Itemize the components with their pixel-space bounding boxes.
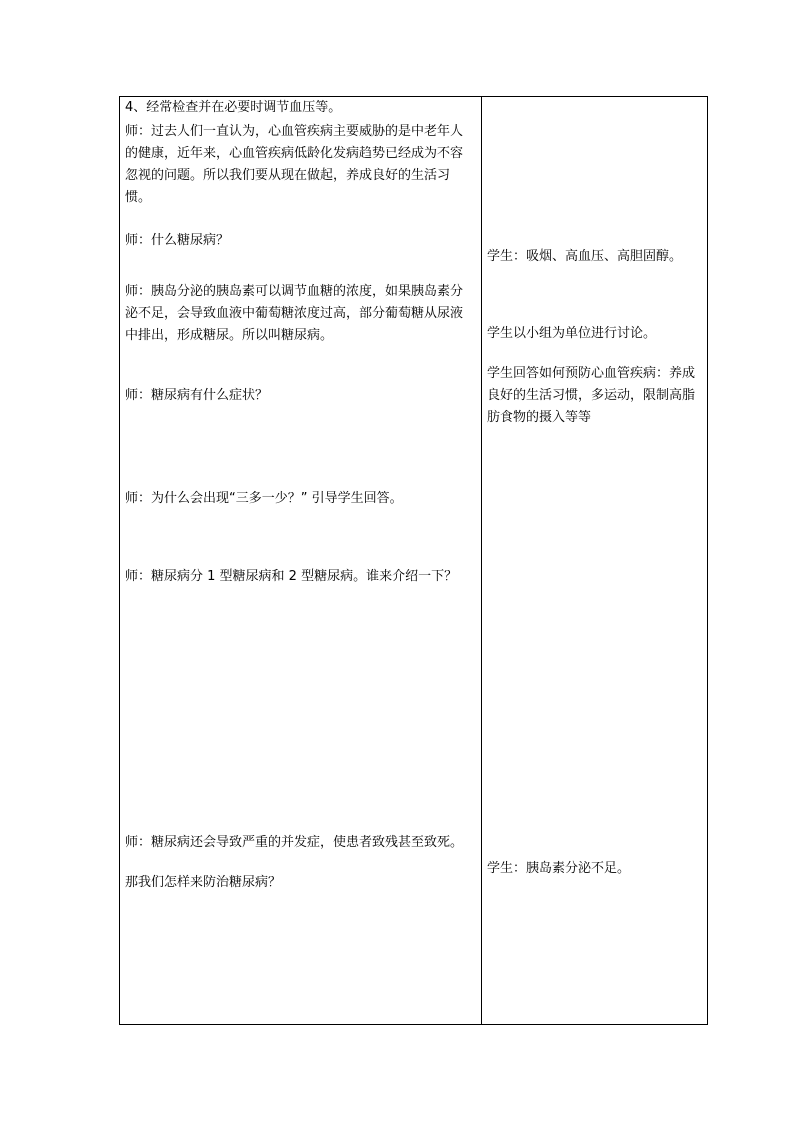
guide-text: 引导学生回答。 bbox=[311, 491, 403, 506]
left-paragraph-1: 4、经常检查并在必要时调节血压等。 bbox=[125, 100, 342, 115]
column-divider bbox=[481, 97, 482, 1024]
left-paragraph-8: 师：糖尿病还会导致严重的并发症，使患者致残甚至致死。 bbox=[125, 835, 464, 850]
left-paragraph-2: 师：过去人们一直认为，心血管疾病主要威胁的是中老年人的健康，近年来，心血管疾病低龄化发病趋势已经成为不容忽视的问题。所以我们要从现在做起，养成良好的生活习惯。 bbox=[125, 124, 464, 205]
question-text: 师：为什么会出现“三多一少？” bbox=[125, 491, 308, 506]
left-paragraph-9: 那我们怎样来防治糖尿病？ bbox=[125, 875, 282, 890]
right-paragraph-1: 学生：吸烟、高血压、高胆固醇。 bbox=[487, 249, 683, 264]
right-paragraph-3: 学生回答如何预防心血管疾病：养成良好的生活习惯，多运动，限制高脂肪食物的摄入等等 bbox=[487, 366, 696, 425]
left-paragraph-5: 师：糖尿病有什么症状？ bbox=[125, 388, 269, 403]
left-paragraph-7: 师：糖尿病分 1 型糖尿病和 2 型糖尿病。谁来介绍一下？ bbox=[125, 569, 458, 584]
left-paragraph-3: 师：什么糖尿病？ bbox=[125, 233, 230, 248]
left-paragraph-6 bbox=[125, 488, 475, 510]
right-paragraph-4: 学生：胰岛素分泌不足。 bbox=[487, 861, 631, 876]
left-paragraph-4: 师：胰岛分泌的胰岛素可以调节血糖的浓度，如果胰岛素分泌不足，会导致血液中葡萄糖浓度过高，部分葡萄糖从尿液中排出，形成糖尿。所以叫糖尿病。 bbox=[125, 284, 464, 343]
right-paragraph-2: 学生以小组为单位进行讨论。 bbox=[487, 326, 657, 341]
lesson-table bbox=[119, 96, 708, 1025]
